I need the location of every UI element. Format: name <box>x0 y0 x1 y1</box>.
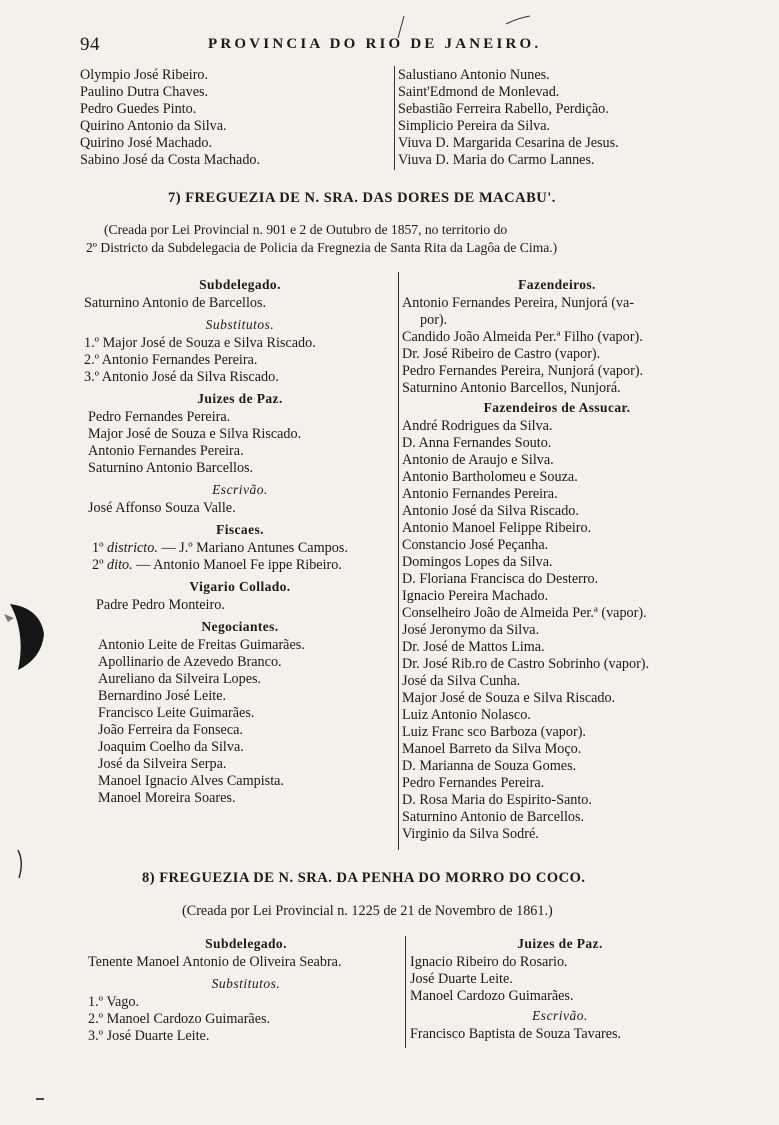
list-item: Quirino José Machado. <box>80 135 212 151</box>
escrivao-name: Francisco Baptista de Souza Tavares. <box>410 1026 622 1042</box>
list-item: 1.º Major José de Souza e Silva Riscado. <box>84 335 316 351</box>
fiscal-number: 1º <box>92 540 104 556</box>
fiscal-name: — J.º Mariano Antunes Campos. <box>161 540 348 556</box>
margin-dash-mark <box>36 1098 44 1100</box>
section-8-title: 8) FREGUEZIA DE N. SRA. DA PENHA DO MORRO DO COCO. <box>142 870 586 886</box>
list-item: Major José de Souza e Silva Riscado. <box>88 426 302 442</box>
section-7-right-column <box>402 274 712 843</box>
list-item: Pedro Fernandes Pereira. <box>88 409 231 425</box>
list-item: Quirino Antonio da Silva. <box>80 118 227 134</box>
list-item: D. Anna Fernandes Souto. <box>402 435 552 451</box>
assucar-heading: Fazendeiros de Assucar. <box>483 400 631 415</box>
subdelegado-heading: Subdelegado. <box>199 277 281 292</box>
section-7-left-column <box>84 274 396 807</box>
list-item: Antonio Fernandes Pereira. <box>88 443 244 459</box>
note-line: 2º Districto da Subdelegacia de Policia da Fregnezia de Santa Rita da Lagôa de Cima.) <box>86 239 558 255</box>
subdelegado-heading: Subdelegado. <box>205 936 287 951</box>
list-item: D. Floriana Francisca do Desterro. <box>402 571 599 587</box>
page-number: 94 <box>80 34 100 55</box>
list-item: Constancio José Peçanha. <box>402 537 549 553</box>
list-item: Viuva D. Margarida Cesarina de Jesus. <box>398 135 619 151</box>
note-line: (Creada por Lei Provincial n. 1225 de 21 de Novembro de 1861.) <box>182 903 553 919</box>
page-header <box>80 34 700 56</box>
margin-ink-blot <box>0 600 46 672</box>
list-item: Pedro Guedes Pinto. <box>80 101 197 117</box>
subdelegado-name: Tenente Manoel Antonio de Oliveira Seabra. <box>88 954 342 970</box>
fiscal-name: — Antonio Manoel Fe ippe Ribeiro. <box>136 557 342 573</box>
list-item: 3.º José Duarte Leite. <box>88 1028 210 1044</box>
list-item: Antonio José da Silva Riscado. <box>402 503 579 519</box>
list-item: Luiz Antonio Nolasco. <box>402 707 531 723</box>
list-item: José da Silveira Serpa. <box>98 756 227 772</box>
fiscal-entry <box>84 557 396 574</box>
list-item: Simplicio Pereira da Silva. <box>398 118 551 134</box>
section-8-right-column <box>410 933 710 1043</box>
vigario-heading: Vigario Collado. <box>189 579 291 594</box>
list-item: Saturnino Antonio Barcellos, Nunjorá. <box>402 380 621 396</box>
subdelegado-name: Saturnino Antonio de Barcellos. <box>84 295 267 311</box>
list-item: 1.º Vago. <box>88 994 140 1010</box>
column-rule <box>398 272 399 850</box>
list-item: José Duarte Leite. <box>410 971 513 987</box>
list-item: D. Rosa Maria do Espirito-Santo. <box>402 792 592 808</box>
section-8-left-column <box>88 933 404 1045</box>
list-item: Candido João Almeida Per.ª Filho (vapor). <box>402 329 643 345</box>
list-item: Pedro Fernandes Pereira. <box>402 775 545 791</box>
list-item: D. Marianna de Souza Gomes. <box>402 758 577 774</box>
list-item: Antonio Bartholomeu e Souza. <box>402 469 578 485</box>
list-item: Antonio de Araujo e Silva. <box>402 452 554 468</box>
list-item: Saturnino Antonio de Barcellos. <box>402 809 585 825</box>
escrivao-name: José Affonso Souza Valle. <box>88 500 236 516</box>
list-item: Luiz Franc sco Barboza (vapor). <box>402 724 586 740</box>
fiscaes-heading: Fiscaes. <box>216 522 264 537</box>
list-item: Manoel Moreira Soares. <box>98 790 236 806</box>
list-item: Manoel Barreto da Silva Moço. <box>402 741 582 757</box>
list-item: Olympio José Ribeiro. <box>80 67 209 83</box>
list-item: Manoel Cardozo Guimarães. <box>410 988 574 1004</box>
top-list-left <box>80 67 390 169</box>
list-item: Manoel Ignacio Alves Campista. <box>98 773 284 789</box>
list-item: Paulino Dutra Chaves. <box>80 84 209 100</box>
negociantes-heading: Negociantes. <box>201 619 279 634</box>
list-item: Dr. José Ribeiro de Castro (vapor). <box>402 346 601 362</box>
margin-tick-mark <box>16 848 26 880</box>
list-item: Joaquim Coelho da Silva. <box>98 739 244 755</box>
list-item: Antonio Manoel Felippe Ribeiro. <box>402 520 592 536</box>
list-item: Sebastião Ferreira Rabello, Perdição. <box>398 101 609 117</box>
list-item: André Rodrigues da Silva. <box>402 418 553 434</box>
list-item: Sabino José da Costa Machado. <box>80 152 261 168</box>
list-item: 3.º Antonio José da Silva Riscado. <box>84 369 279 385</box>
list-item: Ignacio Pereira Machado. <box>402 588 549 604</box>
juizes-heading: Juizes de Paz. <box>517 936 603 951</box>
list-item: Conselheiro João de Almeida Per.ª (vapor). <box>402 605 647 621</box>
list-item: Antonio Leite de Freitas Guimarães. <box>98 637 305 653</box>
top-list-right <box>398 67 698 169</box>
list-item: Salustiano Antonio Nunes. <box>398 67 550 83</box>
section-8-note <box>182 903 682 921</box>
substitutos-heading: Substitutos. <box>205 317 275 332</box>
running-title: PROVINCIA DO RIO DE JANEIRO. <box>208 36 542 52</box>
section-7-title: 7) FREGUEZIA DE N. SRA. DAS DORES DE MACABU'. <box>168 190 556 206</box>
note-line: (Creada por Lei Provincial n. 901 e 2 de Outubro de 1857, no territorio do <box>104 222 508 237</box>
escrivao-heading: Escrivão. <box>212 482 268 497</box>
vigario-name: Padre Pedro Monteiro. <box>96 597 225 613</box>
list-item: Bernardino José Leite. <box>98 688 227 704</box>
list-item: Antonio Fernandes Pereira, Nunjorá (va- <box>402 295 635 311</box>
list-item: José da Silva Cunha. <box>402 673 521 689</box>
list-item: Antonio Fernandes Pereira. <box>402 486 558 502</box>
fazendeiros-heading: Fazendeiros. <box>518 277 596 292</box>
fiscal-entry <box>84 540 396 557</box>
list-item: Saturnino Antonio Barcellos. <box>88 460 254 476</box>
fiscal-district: districto. <box>107 540 158 556</box>
list-item: Apollinario de Azevedo Branco. <box>98 654 282 670</box>
fiscal-district: dito. <box>107 557 133 573</box>
column-rule <box>405 936 406 1048</box>
fiscal-number: 2º <box>92 557 104 573</box>
section-7-note <box>86 221 706 256</box>
list-item: Major José de Souza e Silva Riscado. <box>402 690 616 706</box>
list-item: José Jeronymo da Silva. <box>402 622 540 638</box>
escrivao-heading: Escrivão. <box>532 1008 588 1023</box>
list-item: Pedro Fernandes Pereira, Nunjorá (vapor). <box>402 363 644 379</box>
list-item: Ignacio Ribeiro do Rosario. <box>410 954 568 970</box>
list-item: João Ferreira da Fonseca. <box>98 722 243 738</box>
list-item: 2.º Manoel Cardozo Guimarães. <box>88 1011 271 1027</box>
list-item: Aureliano da Silveira Lopes. <box>98 671 262 687</box>
list-item: Virginio da Silva Sodré. <box>402 826 539 842</box>
list-item: 2.º Antonio Fernandes Pereira. <box>84 352 258 368</box>
juizes-heading: Juizes de Paz. <box>197 391 283 406</box>
list-item: Saint'Edmond de Monlevad. <box>398 84 560 100</box>
substitutos-heading: Substitutos. <box>211 976 281 991</box>
list-item: Francisco Leite Guimarães. <box>98 705 255 721</box>
list-item: Dr. José de Mattos Lima. <box>402 639 545 655</box>
list-item: Domingos Lopes da Silva. <box>402 554 553 570</box>
column-rule <box>394 66 395 170</box>
list-item: Viuva D. Maria do Carmo Lannes. <box>398 152 595 168</box>
list-item: Dr. José Rib.ro de Castro Sobrinho (vapor). <box>402 656 650 672</box>
list-item: por). <box>420 312 448 328</box>
